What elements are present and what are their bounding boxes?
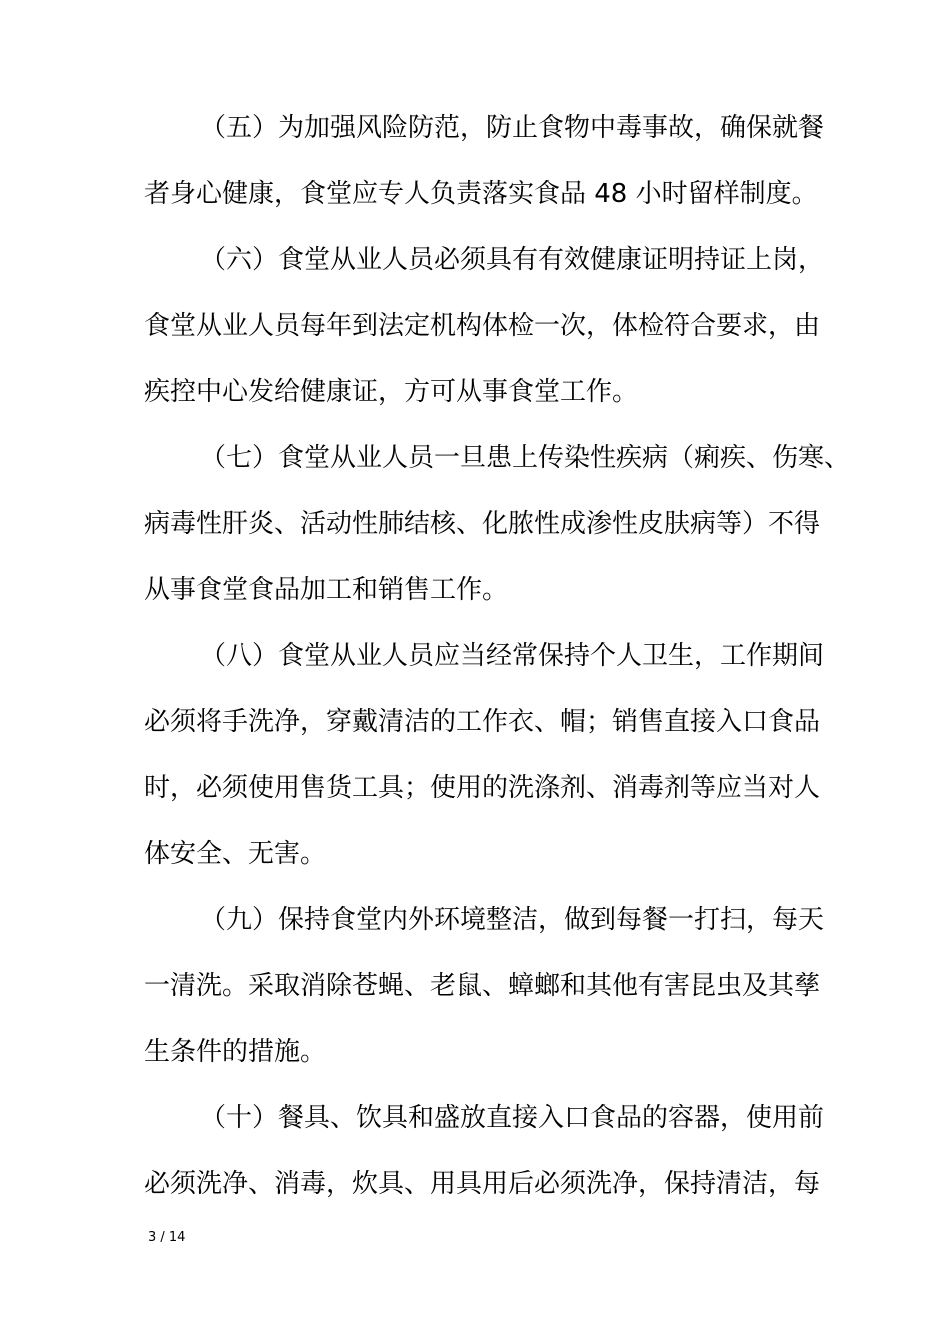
paragraph-line: 从事食堂食品加工和销售工作。 <box>144 575 509 605</box>
paragraph-line: （十）餐具、饮具和盛放直接入口食品的容器，使用前 <box>200 1103 825 1133</box>
paragraph-line: 一清洗。采取消除苍蝇、老鼠、蟑螂和其他有害昆虫及其孳 <box>144 971 821 1001</box>
paragraph-line: （七）食堂从业人员一旦患上传染性疾病（痢疾、伤寒、 <box>200 443 851 473</box>
page-number: 3 / 14 <box>148 1230 186 1245</box>
paragraph-line: 体安全、无害。 <box>144 839 327 869</box>
paragraph-line: 生条件的措施。 <box>144 1037 327 1067</box>
paragraph-line: 疾控中心发给健康证，方可从事食堂工作。 <box>144 377 639 407</box>
paragraph-line: 者身心健康，食堂应专人负责落实食品 48 小时留样制度。 <box>144 179 818 209</box>
paragraph-line: （九）保持食堂内外环境整洁，做到每餐一打扫，每天 <box>200 905 825 935</box>
paragraph-line: （五）为加强风险防范，防止食物中毒事故，确保就餐 <box>200 113 825 143</box>
paragraph-line: 时，必须使用售货工具；使用的洗涤剂、消毒剂等应当对人 <box>144 773 821 803</box>
paragraph-line: 必须将手洗净，穿戴清洁的工作衣、帽；销售直接入口食品 <box>144 707 821 737</box>
paragraph-line: （八）食堂从业人员应当经常保持个人卫生，工作期间 <box>200 641 825 671</box>
paragraph-line: 食堂从业人员每年到法定机构体检一次，体检符合要求，由 <box>144 311 821 341</box>
paragraph-line: 病毒性肝炎、活动性肺结核、化脓性成渗性皮肤病等）不得 <box>144 509 821 539</box>
paragraph-line: （六）食堂从业人员必须具有有效健康证明持证上岗， <box>200 245 825 275</box>
paragraph-line: 必须洗净、消毒，炊具、用具用后必须洗净，保持清洁，每 <box>144 1169 821 1199</box>
